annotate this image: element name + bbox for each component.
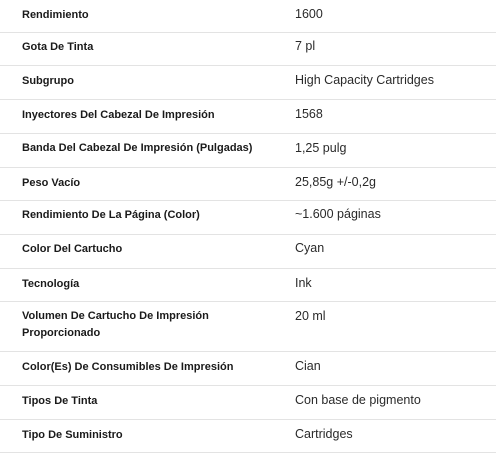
spec-row — [0, 167, 496, 201]
spec-label: Subgrupo — [22, 75, 74, 87]
spec-row — [0, 385, 496, 420]
spec-row — [0, 200, 496, 235]
spec-row — [0, 32, 496, 66]
spec-label: Banda Del Cabezal De Impresión (Pulgadas) — [22, 142, 253, 154]
spec-value: High Capacity Cartridges — [295, 73, 434, 87]
spec-value: ~1.600 páginas — [295, 207, 381, 221]
spec-row — [0, 0, 496, 33]
spec-label: Peso Vacío — [22, 177, 81, 189]
spec-label: Tipos De Tinta — [22, 395, 98, 407]
spec-value: 1,25 pulg — [295, 141, 347, 155]
spec-label: Tipo De Suministro — [22, 429, 123, 441]
spec-label: Color(Es) De Consumibles De Impresión — [22, 361, 234, 373]
spec-value: 25,85g +/-0,2g — [295, 175, 376, 189]
spec-label: Volumen De Cartucho De Impresión Proporcionado — [22, 310, 209, 339]
spec-value: Ink — [295, 276, 312, 290]
spec-value: Cartridges — [295, 427, 353, 441]
spec-value: 7 pl — [295, 39, 316, 53]
spec-row — [0, 99, 496, 134]
spec-value: Con base de pigmento — [295, 393, 421, 407]
spec-row — [0, 65, 496, 100]
spec-label: Inyectores Del Cabezal De Impresión — [22, 109, 215, 121]
spec-row — [0, 351, 496, 386]
spec-label: Rendimiento — [22, 9, 89, 21]
spec-row — [0, 234, 496, 269]
spec-value: Cyan — [295, 241, 325, 255]
spec-value: 20 ml — [295, 309, 326, 323]
spec-row — [0, 133, 496, 168]
spec-label: Color Del Cartucho — [22, 243, 123, 255]
spec-label: Rendimiento De La Página (Color) — [22, 209, 200, 221]
spec-value: 1600 — [295, 7, 323, 21]
spec-row — [0, 268, 496, 302]
spec-row — [0, 419, 496, 453]
spec-value: 1568 — [295, 107, 323, 121]
spec-label: Gota De Tinta — [22, 41, 94, 53]
spec-value: Cian — [295, 359, 321, 373]
spec-row — [0, 301, 496, 352]
spec-label: Tecnología — [22, 278, 80, 290]
